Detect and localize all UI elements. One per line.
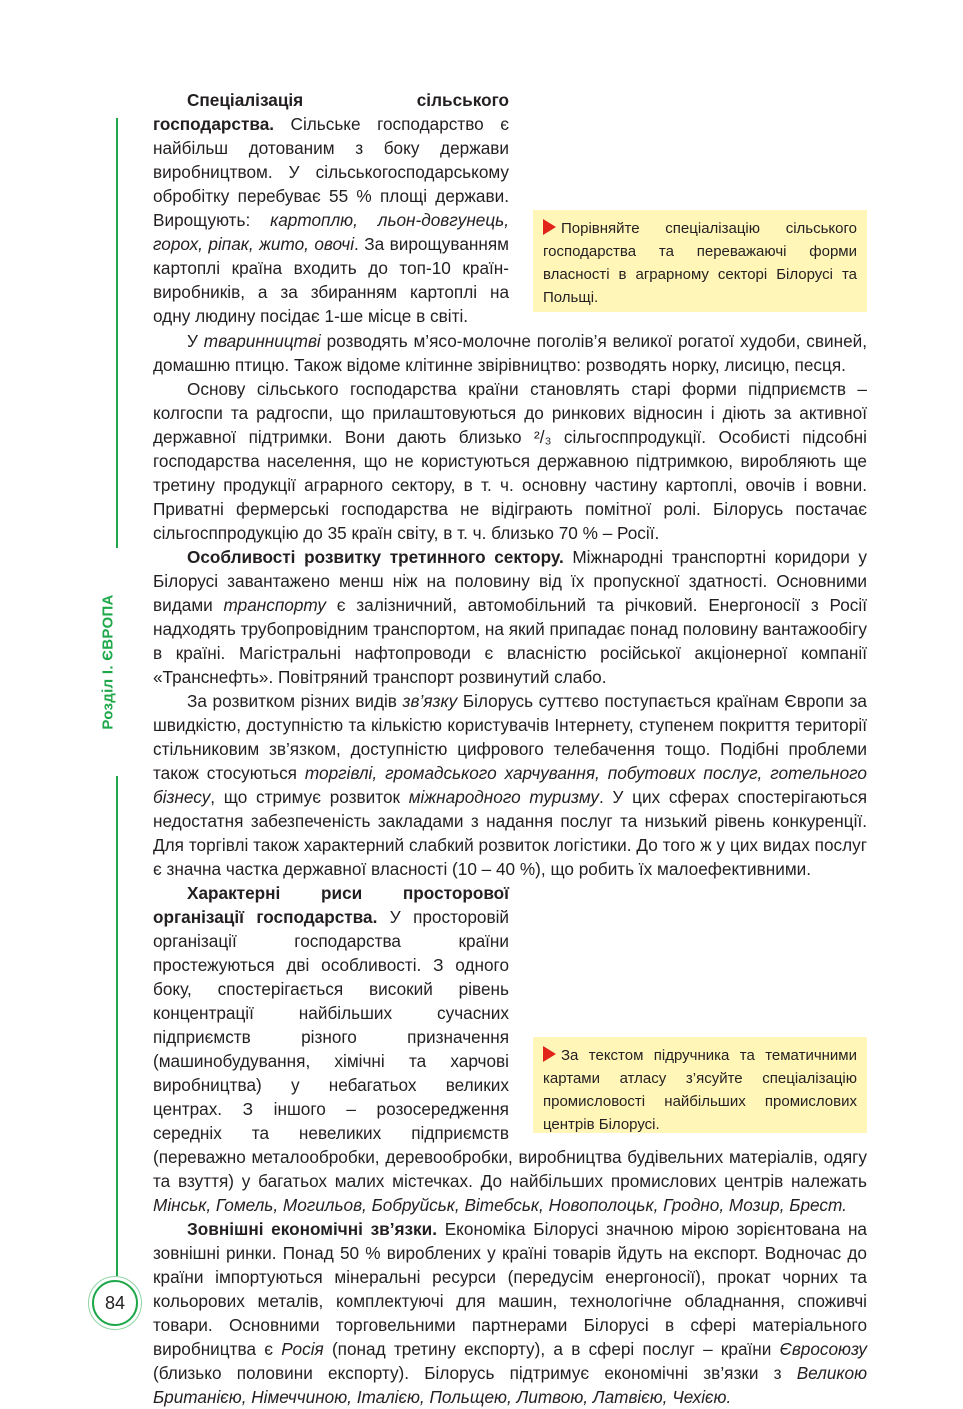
task-note-comparison	[533, 210, 867, 312]
fraction: ²/₃	[534, 427, 552, 447]
paragraph-farm-forms	[153, 377, 867, 545]
page-number: 84	[92, 1280, 138, 1326]
italic-run: Великою Британією, Німеччиною, Італією, Польщею, Литвою, Латвією, Чехією.	[153, 1363, 867, 1407]
margin-rule-top	[116, 118, 118, 548]
margin-rule-bottom	[116, 776, 118, 1276]
text-run: є залізничний, автомобільний та річковий. Енергоносії з Росії надходять трубопровідним транспортом, на який припадає понад половину вантажообігу в країні. Магістральні нафтопроводи є власністю російської акціонерної компанії «Транснефть». Повітряний транспорт розвинутий слабо.	[153, 595, 867, 687]
italic-run: транспорту	[223, 595, 326, 615]
triangle-marker-icon	[543, 219, 556, 235]
paragraph-heading: Зовнішні економічні зв’язки.	[187, 1219, 437, 1239]
italic-run: Росія	[281, 1339, 324, 1359]
text-run: (понад третину експорту), а в сфері послуг – країни	[323, 1339, 780, 1359]
section-label: Розділ І. ЄВРОПА	[99, 594, 117, 730]
task-note-text: Порівняйте спеціалізацію сільського господарства та переважаючі форми власності в аграрному секторі Білорусі та Польщі.	[543, 220, 857, 306]
paragraph-communication	[153, 689, 867, 881]
italic-run: Євросоюзу	[779, 1339, 867, 1359]
text-run: За розвитком різних видів	[187, 691, 403, 711]
page-content	[153, 88, 867, 1409]
italic-run: міжнародного туризму	[408, 787, 600, 807]
text-run: Білорусь суттєво поступається країнам Європи за швидкістю, доступністю та кількістю користувачів Інтернету, ступенем покриття території стільниковим зв’язком, доступністю цифрового телебачення тощо. Подібні проблеми також стосуються	[153, 691, 867, 783]
text-run: Сільське господарство є найбільш дотованим з боку держави виробництвом. У сільськогосподарському обробітку перебуває 55 % площі держави. Вирощують:	[153, 114, 509, 230]
text-run: . У цих сферах спостерігаються недостатня забезпеченість закладами з надання послуг та низький рівень конкуренції. Для торгівлі також характерний слабкий розвиток логістики. До того ж у цих видах послуг є значна частка державної власності (10 – 40 %), що робить їх малоефективними.	[153, 787, 867, 879]
text-run: Основу сільського господарства країни становлять старі форми підприємств – колгоспи та радгоспи, що прилаштовуються до ринкових відносин і діють за активної державної підтримки. Вони дають близько	[153, 379, 867, 447]
task-note-industry	[533, 1037, 867, 1133]
paragraph-tertiary	[153, 545, 867, 689]
paragraph-heading: Спеціалізація сільського господарства.	[153, 90, 509, 134]
paragraph-heading: Характерні риси просторової організації господарства.	[153, 883, 509, 927]
text-run: розводять м’ясо-молочне поголів’я великої рогатої худоби, свиней, домашню птицю. Також відоме клітинне звірівництво: розводять норку, лисицю, песця.	[153, 331, 868, 375]
text-run: сільгосппродукції. Особисті підсобні господарства населення, що не користуються державною підтримкою, виробляють ще третину продукції аграрного сектору, в т. ч. основну частину картоплі, овочів і вовни. Приватні фермерські господарства не відіграють помітної ролі. Білорусь постачає сільгосппродукцію до 35 країн світу, в т. ч. близько 70 % – Росії.	[153, 427, 867, 543]
text-run: (близько половини експорту). Білорусь підтримує економічні зв’язки з	[153, 1363, 797, 1383]
text-run: У	[187, 331, 204, 351]
paragraph-external-relations	[153, 1217, 867, 1409]
italic-run: зв’язку	[402, 691, 458, 711]
italic-run: Мінськ, Гомель, Могильов, Бобруйськ, Вітебськ, Новополоцьк, Гродно, Мозир, Брест.	[153, 1195, 847, 1215]
task-note-text: За текстом підручника та тематичними картами атласу з’ясуйте спеціалізацію промисловості найбільших промислових центрів Білорусі.	[543, 1047, 857, 1133]
text-run: . За вирощуванням картоплі країна входить до топ-10 країн-виробників, а за збиранням картоплі на одну людину посідає 1-ше місце в світі.	[153, 234, 509, 326]
paragraph-livestock	[153, 329, 867, 377]
italic-run: картоплю, льон-довгунець, горох, ріпак, жито, овочі	[153, 210, 509, 254]
paragraph-heading: Особливості розвитку третинного сектору.	[187, 547, 564, 567]
italic-run: тваринництві	[203, 331, 321, 351]
text-run: Економіка Білорусі значною мірою зорієнтована на зовнішні ринки. Понад 50 % вироблених у країні товарів йдуть на експорт. Водночас до країни імпортуються мінеральні ресурси (передусім енергоносії), прокат чорних та кольорових металів, комплектуючі для машин, технологічне обладнання, споживчі товари. Основними торговельними партнерами Білорусі в сфері матеріального виробництва є	[153, 1219, 867, 1359]
text-run: У просторовій організації господарства країни простежуються дві особливості. З одного боку, спостерігається високий рівень концентрації найбільших сучасних підприємств різного призначення (машинобудування, хімічні та харчові виробництва) у небагатьох великих центрах. З іншого – розосередження середніх та невеликих підприємств (переважно металообробки, деревообробки, виробництва будівельних матеріалів, одягу та взуття) у багатьох малих містечках. До найбільших промислових центрів належать	[153, 907, 867, 1191]
triangle-marker-icon	[543, 1046, 556, 1062]
italic-run: торгівлі, громадського харчування, побутових послуг, готельного бізнесу	[153, 763, 867, 807]
text-run: , що стримує розвиток	[210, 787, 409, 807]
text-run: Міжнародні транспортні коридори у Білорусі завантажено менш ніж на половину від їх пропускної здатності. Основними видами	[153, 547, 867, 615]
